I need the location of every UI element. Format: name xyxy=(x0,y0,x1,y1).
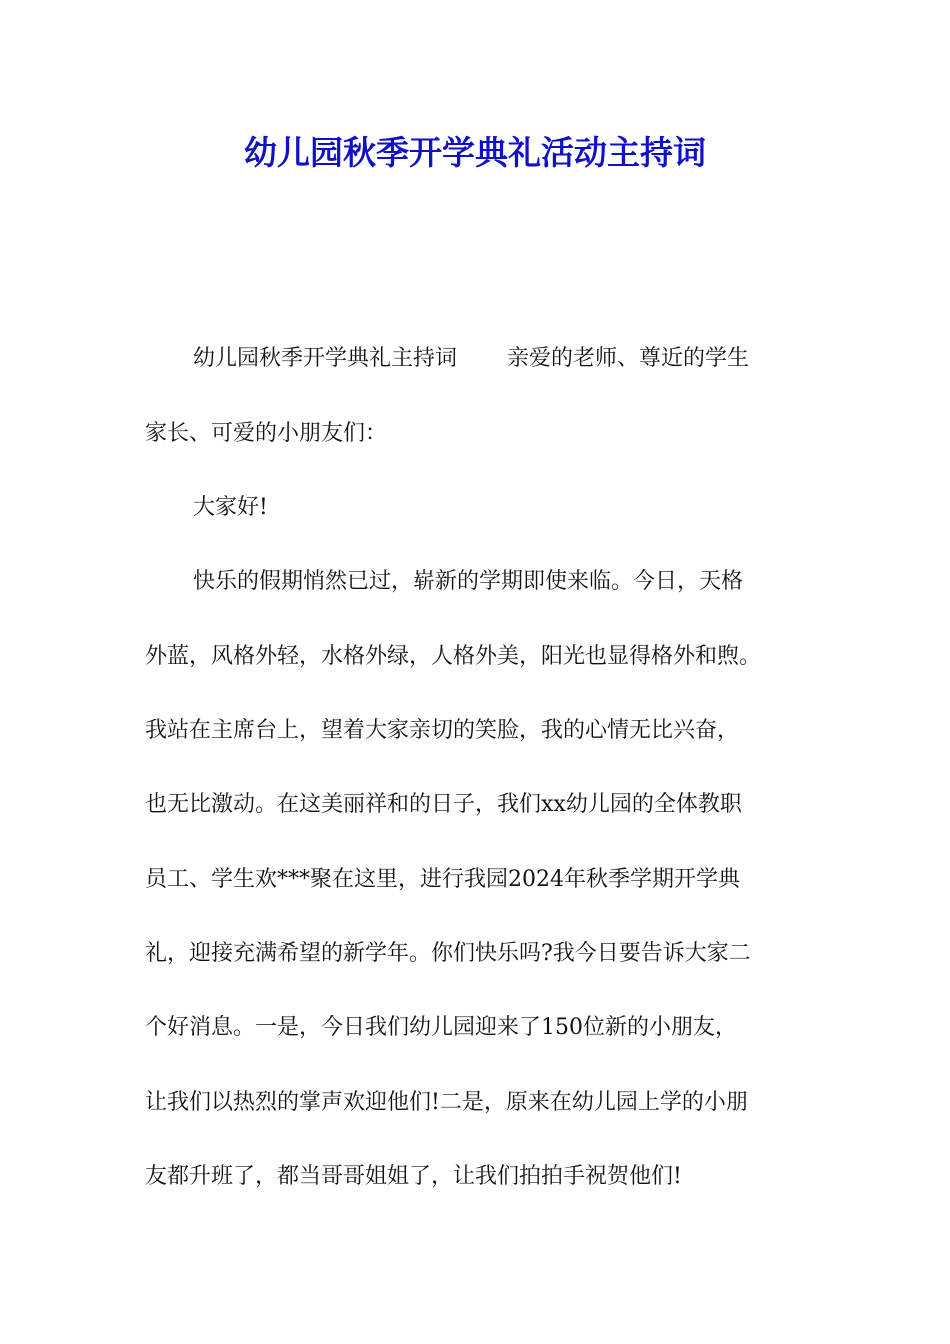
paragraph-line: 员工、学生欢***聚在这里，进行我园2024年秋季学期开学典 xyxy=(145,867,740,892)
paragraph-line: 外蓝，风格外轻，水格外绿，人格外美，阳光也显得格外和煦。 xyxy=(145,644,762,669)
paragraph-line xyxy=(193,344,813,374)
subtitle-text: 幼儿园秋季开学典礼主持词 xyxy=(193,346,458,371)
paragraph-line: 友都升班了，都当哥哥姐姐了，让我们拍拍手祝贺他们! xyxy=(145,1164,682,1189)
paragraph-line: 让我们以热烈的掌声欢迎他们!二是，原来在幼儿园上学的小朋 xyxy=(145,1090,748,1115)
document-title: 幼儿园秋季开学典礼活动主持词 xyxy=(244,133,706,172)
paragraph-line: 礼，迎接充满希望的新学年。你们快乐吗?我今日要告诉大家二 xyxy=(145,941,751,966)
paragraph-line: 大家好! xyxy=(193,495,268,520)
paragraph-line: 快乐的假期悄然已过，崭新的学期即使来临。今日，天格 xyxy=(193,569,744,594)
paragraph-line: 我站在主席台上，望着大家亲切的笑脸，我的心情无比兴奋， xyxy=(145,718,740,743)
greeting-text: 亲爱的老师、尊近的学生 xyxy=(507,346,750,371)
paragraph-line: 也无比激动。在这美丽祥和的日子，我们xx幼儿园的全体教职 xyxy=(145,792,742,817)
paragraph-line: 个好消息。一是，今日我们幼儿园迎来了150位新的小朋友， xyxy=(145,1015,737,1040)
paragraph-line: 家长、可爱的小朋友们： xyxy=(145,421,388,446)
